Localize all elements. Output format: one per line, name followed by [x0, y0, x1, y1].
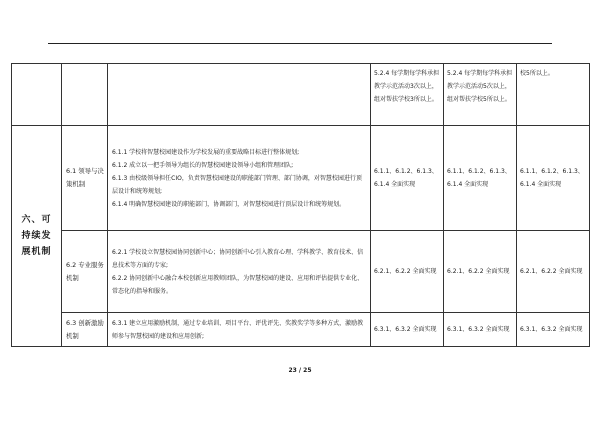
level2-cell: 6.3.1、6.3.2 全面实现 [444, 313, 517, 347]
sub-item-name: 6.1 领导与决策机制 [62, 126, 108, 231]
level1-cell: 6.2.1、6.2.2 全面实现 [371, 231, 444, 313]
level2-cell: 6.2.1、6.2.2 全面实现 [444, 231, 517, 313]
level3-cell: 校5所以上。 [517, 64, 590, 126]
indicator-cell [108, 126, 371, 231]
indicator-line: 6.2.1 学校设立智慧校园协同创新中心；协同创新中心引入教育心理、学科教学、教育技术、信息技术等方面的专家; [112, 248, 364, 269]
indicator-cell [108, 313, 371, 347]
empty-cell [62, 64, 108, 126]
level2-cell: 6.1.1、6.1.2、6.1.3、6.1.4 全面实现 [444, 126, 517, 231]
indicator-cell [108, 231, 371, 313]
section-title: 六、可持续发展机制 [12, 126, 62, 347]
level3-cell: 6.1.1、6.1.2、6.1.3、6.1.4 全面实现 [517, 126, 590, 231]
table-row [12, 126, 590, 231]
level1-cell: 6.3.1、6.3.2 全面实现 [371, 313, 444, 347]
level1-cell: 5.2.4 每学期每学科承担教学示范活动3次以上，组对帮扶学校3所以上。 [371, 64, 444, 126]
indicator-line: 6.1.2 成立以一把手领导为组长的智慧校园建设领导小组和管理团队; [112, 161, 294, 169]
empty-cell [108, 64, 371, 126]
header-rule [48, 43, 552, 44]
page-number: 23 / 25 [288, 367, 312, 374]
indicator-line: 6.3.1 建立应用激励机制，通过专业培训、项目平台、评优评先、奖教奖学等多种方式，激励教师参与智慧校园的建设和应用创新; [112, 319, 364, 340]
table-row [12, 64, 590, 126]
level1-cell: 6.1.1、6.1.2、6.1.3、6.1.4 全面实现 [371, 126, 444, 231]
level3-cell: 6.3.1、6.3.2 全面实现 [517, 313, 590, 347]
indicator-line: 6.1.4 明确智慧校园建设的职能部门，协调部门，对智慧校园进行顶层设计和统筹规划。 [112, 200, 346, 208]
level3-cell: 6.2.1、6.2.2 全面实现 [517, 231, 590, 313]
level2-cell: 5.2.4 每学期每学科承担教学示范活动5次以上，组对帮扶学校5所以上。 [444, 64, 517, 126]
sub-item-name: 6.2 专业服务机制 [62, 231, 108, 313]
table-row [12, 313, 590, 347]
indicator-line: 6.2.2 协同创新中心融合本校创新应用教师团队，为智慧校园的建设、应用和评估提供专业化、常态化的指导和服务。 [112, 274, 364, 295]
indicator-line: 6.1.1 学校将智慧校园建设作为学校发展的重要战略目标进行整体规划; [112, 148, 300, 156]
empty-cell [12, 64, 62, 126]
indicator-line: 6.1.3 由校级领导担任CIO，负责智慧校园建设的职能部门管理、部门协调，对智慧校园进行顶层设计和统筹规划; [112, 174, 362, 195]
table-row [12, 231, 590, 313]
sub-item-name: 6.3 创新激励机制 [62, 313, 108, 347]
standards-table [11, 63, 590, 347]
